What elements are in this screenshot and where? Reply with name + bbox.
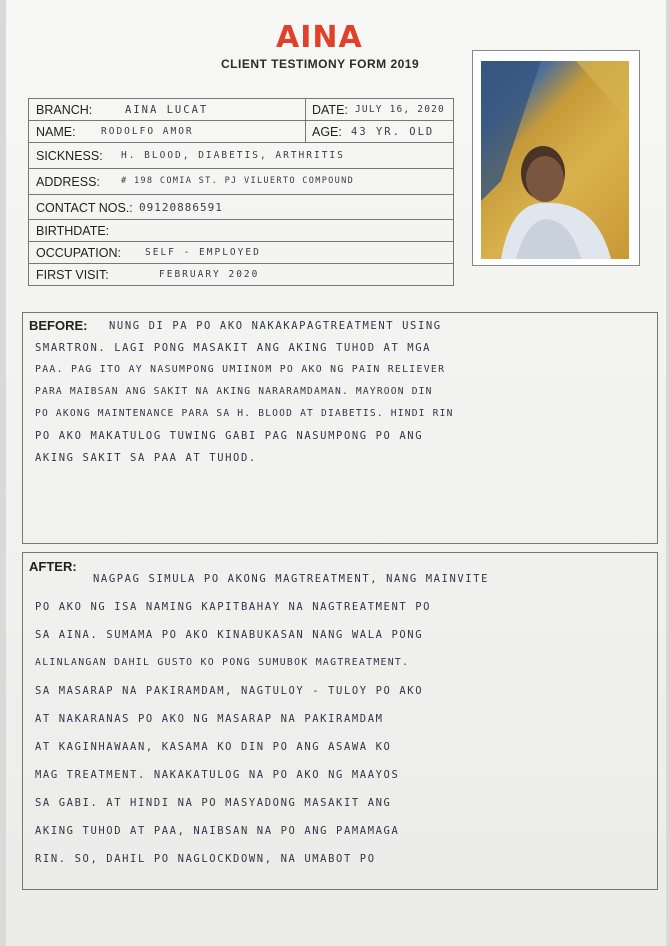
occupation-label: OCCUPATION: xyxy=(36,246,121,260)
before-line: NUNG DI PA PO AKO NAKAKAPAGTREATMENT USING xyxy=(109,320,442,332)
name-value: RODOLFO AMOR xyxy=(101,126,194,137)
branch-label: BRANCH: xyxy=(36,103,93,117)
divider xyxy=(305,121,306,142)
first-visit-value: FEBRUARY 2020 xyxy=(159,269,260,280)
aina-logo: AINA xyxy=(276,20,363,55)
sickness-row xyxy=(29,143,453,169)
before-line: PARA MAIBSAN ANG SAKIT NA AKING NARARAMDAMAN. MAYROON DIN xyxy=(35,386,433,397)
name-age-row xyxy=(29,121,453,143)
after-line: RIN. SO, DAHIL PO NAGLOCKDOWN, NA UMABOT PO xyxy=(35,853,376,865)
address-value: # 198 COMIA ST. PJ VILUERTO COMPOUND xyxy=(121,176,355,186)
after-line: AKING TUHOD AT PAA, NAIBSAN NA PO ANG PAMAMAGA xyxy=(35,825,400,837)
occupation-row xyxy=(29,242,453,264)
before-line: PO AKONG MAINTENANCE PARA SA H. BLOOD AT DIABETIS. HINDI RIN xyxy=(35,408,454,419)
before-line: PAA. PAG ITO AY NASUMPONG UMIINOM PO AKO NG PAIN RELIEVER xyxy=(35,364,446,375)
after-line: PO AKO NG ISA NAMING KAPITBAHAY NA NAGTREATMENT PO xyxy=(35,601,432,613)
contact-row xyxy=(29,195,453,220)
after-line: SA GABI. AT HINDI NA PO MASYADONG MASAKIT ANG xyxy=(35,797,392,809)
date-value: JULY 16, 2020 xyxy=(355,104,445,115)
after-line: NAGPAG SIMULA PO AKONG MAGTREATMENT, NANG MAINVITE xyxy=(93,573,490,585)
after-line: AT KAGINHAWAAN, KASAMA KO DIN PO ANG ASAWA KO xyxy=(35,741,392,753)
branch-date-row xyxy=(29,99,453,121)
age-label: AGE: xyxy=(312,125,342,139)
birthdate-row xyxy=(29,220,453,242)
after-line: AT NAKARANAS PO AKO NG MASARAP NA PAKIRAMDAM xyxy=(35,713,384,725)
address-label: ADDRESS: xyxy=(36,175,100,189)
contact-label: CONTACT NOS.: xyxy=(36,201,133,215)
form-page xyxy=(6,0,666,946)
after-section xyxy=(22,552,658,890)
after-line: SA MASARAP NA PAKIRAMDAM, NAGTULOY - TULOY PO AKO xyxy=(35,685,424,697)
after-line: MAG TREATMENT. NAKAKATULOG NA PO AKO NG MAAYOS xyxy=(35,769,400,781)
date-label: DATE: xyxy=(312,103,348,117)
before-line: PO AKO MAKATULOG TUWING GABI PAG NASUMPONG PO ANG xyxy=(35,430,424,442)
address-row xyxy=(29,169,453,195)
occupation-value: SELF - EMPLOYED xyxy=(145,247,261,258)
after-label: AFTER: xyxy=(29,559,77,574)
sickness-label: SICKNESS: xyxy=(36,149,103,163)
sickness-value: H. BLOOD, DIABETIS, ARTHRITIS xyxy=(121,150,345,161)
client-photo-illustration xyxy=(481,61,629,259)
client-photo xyxy=(481,61,629,259)
contact-value: 09120886591 xyxy=(139,201,223,214)
age-value: 43 YR. OLD xyxy=(351,126,435,138)
name-label: NAME: xyxy=(36,125,76,139)
first-visit-label: FIRST VISIT: xyxy=(36,268,109,282)
client-photo-frame xyxy=(472,50,640,266)
birthdate-label: BIRTHDATE: xyxy=(36,224,110,238)
form-title: CLIENT TESTIMONY FORM 2019 xyxy=(221,57,420,71)
before-line: SMARTRON. LAGI PONG MASAKIT ANG AKING TUHOD AT MGA xyxy=(35,342,432,354)
client-info-table xyxy=(28,98,454,286)
before-label: BEFORE: xyxy=(29,318,88,333)
after-line: ALINLANGAN DAHIL GUSTO KO PONG SUMUBOK MAGTREATMENT. xyxy=(35,657,410,668)
first-visit-row xyxy=(29,264,453,286)
after-line: SA AINA. SUMAMA PO AKO KINABUKASAN NANG WALA PONG xyxy=(35,629,424,641)
divider xyxy=(305,99,306,120)
before-line: AKING SAKIT SA PAA AT TUHOD. xyxy=(35,452,257,464)
branch-value: AINA LUCAT xyxy=(125,104,209,116)
before-section xyxy=(22,312,658,544)
